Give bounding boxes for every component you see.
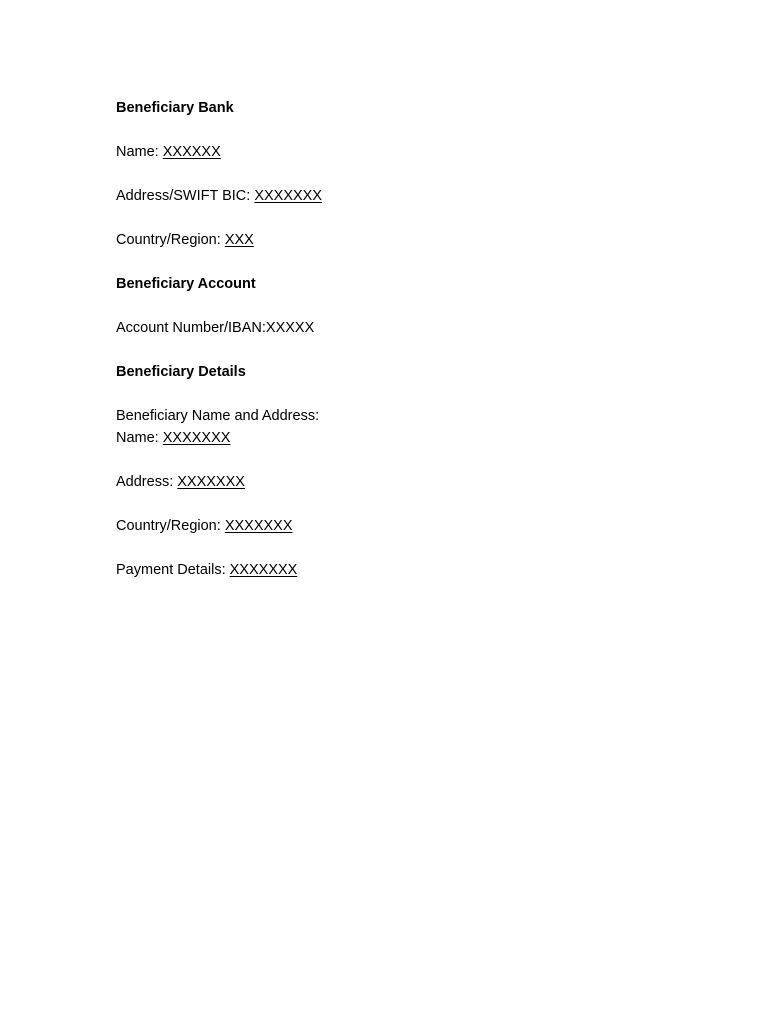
bank-swift-value: XXXXXXX — [254, 188, 323, 204]
payment-details-value: XXXXXXX — [229, 562, 298, 578]
bank-swift-label: Address/SWIFT BIC: — [116, 188, 255, 204]
beneficiary-name-line — [116, 427, 676, 449]
beneficiary-name-value: XXXXXXX — [162, 430, 231, 446]
beneficiary-bank-heading: Beneficiary Bank — [116, 100, 234, 116]
bank-name-line — [116, 141, 676, 163]
beneficiary-address-value: XXXXXXX — [177, 474, 245, 490]
beneficiary-name-label: Name: — [116, 430, 163, 446]
bank-country-value: XXX — [224, 232, 254, 248]
bank-swift-line — [116, 185, 676, 207]
bank-name-value: XXXXXX — [162, 144, 221, 160]
bank-country-line — [116, 229, 676, 251]
beneficiary-details-heading: Beneficiary Details — [116, 364, 246, 380]
beneficiary-address-line — [116, 471, 676, 493]
beneficiary-country-line — [116, 515, 676, 537]
payment-details-label: Payment Details: — [116, 562, 230, 578]
beneficiary-name-address-label: Beneficiary Name and Address: — [116, 408, 320, 424]
bank-country-label: Country/Region: — [116, 232, 225, 248]
beneficiary-account-heading: Beneficiary Account — [116, 276, 256, 292]
bank-name-label: Name: — [116, 144, 163, 160]
beneficiary-country-value: XXXXXXX — [224, 518, 293, 534]
payment-details-line — [116, 559, 676, 581]
document-page — [116, 97, 676, 581]
beneficiary-address-label: Address: — [116, 474, 178, 490]
account-number-line: Account Number/IBAN:XXXXX — [116, 320, 315, 336]
beneficiary-country-label: Country/Region: — [116, 518, 225, 534]
